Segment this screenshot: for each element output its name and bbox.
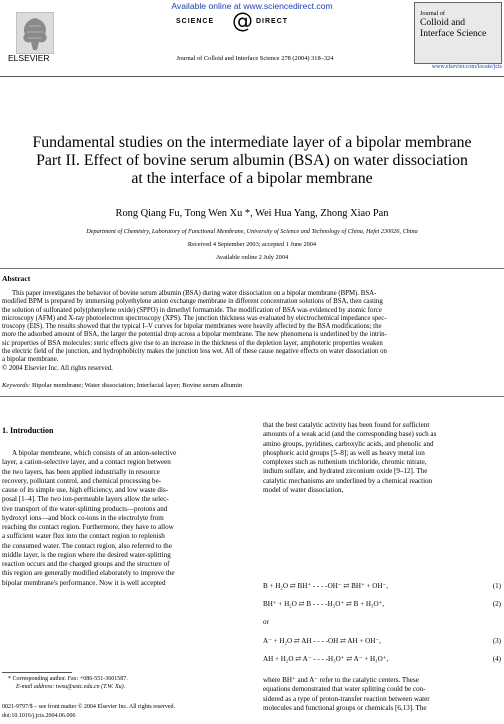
text-line: that the best catalytic activity has been found for sufficient <box>263 421 430 429</box>
text-line: posal [1–4]. The two ion-permeable layers allow the selec- <box>2 495 169 504</box>
section-heading-introduction: 1. Introduction <box>2 426 54 435</box>
text-line: sidered as a type of proton-transfer reaction between water <box>263 694 430 703</box>
equation-4 <box>263 655 503 664</box>
keywords-text: Bipolar membrane; Water dissociation; Interfacial layer; Bovine serum albumin <box>30 382 243 389</box>
equation-2 <box>263 600 503 609</box>
text-line: A bipolar membrane, which consists of an anion-selective <box>12 449 177 457</box>
abstract-line: a bipolar membrane. <box>2 356 59 364</box>
equation-number: (4) <box>492 655 501 663</box>
keywords <box>2 382 242 390</box>
equation-number: (3) <box>492 637 501 645</box>
sd-left-text: SCIENCE <box>176 18 215 25</box>
sciencedirect-logo[interactable] <box>170 9 330 34</box>
text-line: layer, a cation-selective layer, and a contact region between <box>2 458 171 467</box>
equation-text: A⁻ + H₂O ⇄ AH - - - -OH ⇄ AH + OH⁻, <box>263 637 381 645</box>
text-line: reaction occurs and the charged groups and the structure of <box>2 560 170 568</box>
text-line: recovery, pollutant control, and chemical processing be- <box>2 476 162 485</box>
intro-right-column-bottom <box>263 676 503 713</box>
abstract-line: This paper investigates the behavior of bovine serum albumin (BSA) during water dissociation on a bipolar membrane (BPM). BSA- <box>12 290 377 297</box>
at-sign-icon: @ <box>232 9 253 33</box>
footnote-rule <box>2 672 72 673</box>
journal-citation: Journal of Colloid and Interface Science 278 (2004) 318–324 <box>176 55 334 62</box>
text-line: equations demonstrated that water splitting could be con- <box>263 685 426 694</box>
authors: Rong Qiang Fu, Tong Wen Xu *, Wei Hua Yang, Zhong Xiao Pan <box>115 208 389 219</box>
equation-text: B + H₂O ⇄ BH⁺ - - - -OH⁻ ⇄ BH⁺ + OH⁻, <box>263 582 389 590</box>
text-line: amounts of a weak acid (and the corresponding base) such as <box>263 430 437 439</box>
equation-or <box>263 618 503 627</box>
abstract-line: modified BPM is prepared by immersing polyethylene anion exchange membrane in different concentration solutions of BSA, then casting <box>2 298 383 306</box>
affiliation: Department of Chemistry, Laboratory of Functional Membrane, University of Science and Technology of China, Hefei 230026, China <box>86 228 418 235</box>
text-line: molecules and functional groups or chemicals [6,13]. The <box>263 703 427 712</box>
elsevier-tree-logo <box>16 12 54 54</box>
abstract-line: the electric field of the junction, and hydrophobicity makes the junction less wet. All of these cause negative effects on water dissociation on <box>2 348 387 356</box>
intro-left-column <box>2 449 242 588</box>
text-line: hydroxyl ions—and block co-ions in the electrolyte from <box>2 513 164 522</box>
journal-url-link[interactable]: www.elsevier.com/locate/jcis <box>431 64 502 70</box>
text-line: the consumed water. The contact region, also referred to the <box>2 541 172 550</box>
text-line: amino groups, pyridines, carboxylic acids, and phenolic and <box>263 439 434 448</box>
equation-text: BH⁺ + H₂O ⇄ B - - - -H₃O⁺ ⇄ B + H₃O⁺, <box>263 600 385 608</box>
abstract-line: microscopy (AFM) and X-ray photoelectron spectroscopy (XPS). The junction thickness was evaluated by electrochemical impedance spec- <box>2 314 387 322</box>
available-online-date: Available online 2 July 2004 <box>215 254 289 261</box>
publisher-name: ELSEVIER <box>8 53 50 63</box>
footer-doi[interactable]: doi:10.1016/j.jcis.2004.06.006 <box>2 713 76 719</box>
equation-number: (1) <box>492 582 501 590</box>
text-line: tive transport of the water-splitting products—protons and <box>2 504 168 513</box>
text-line: this region are generally modified elaborately to improve the <box>2 569 175 578</box>
text-line: a sufficient water flux into the contact region to replenish <box>2 532 165 541</box>
title-line-2: Part II. Effect of bovine serum albumin (BSA) on water dissociation <box>36 152 468 169</box>
footnote-corresponding: * Corresponding author. Fax: +086-551-3601587. <box>8 676 128 682</box>
intro-right-column-top <box>263 421 503 495</box>
journal-line2: Colloid and <box>420 17 466 28</box>
text-line: middle layer, is the region where the desired water-splitting <box>2 550 171 559</box>
text-line: reaching the contact region. Furthermore, they have to allow <box>2 523 174 531</box>
abstract-line: the solution of sulfonated poly(phenylene oxide) (SPPO) in dimethyl formamide. The modification of BSA was evidenced by atomic force <box>2 306 382 314</box>
text-line: cause of its simple use, high efficiency, and low waste dis- <box>2 486 169 494</box>
journal-cover <box>414 2 502 64</box>
abstract-line: sic properties of BSA molecules: steric effects give rise to an increase in the thickness of the depletion layer, amphoteric properties weaken <box>2 339 383 347</box>
sd-right-text: DIRECT <box>256 18 289 25</box>
footnote-email[interactable]: E-mail address: twxu@ustc.edu.cn (T.W. Xu). <box>16 684 126 690</box>
abstract-heading: Abstract <box>2 274 31 283</box>
keywords-label: Keywords: <box>2 382 31 389</box>
journal-line1: Journal of <box>420 10 445 17</box>
abstract-line: troscopy (EIS). The results showed that the typical I–V curves for bipolar membranes were heavily affected by the BSA modifications; the <box>2 323 382 331</box>
text-line: the two layers, has been applied industrially in resource <box>2 467 160 476</box>
text-line: bipolar membrane's performance. Now it is well accepted <box>2 578 166 587</box>
abstract-bottom-rule <box>0 396 504 397</box>
available-online-link[interactable]: Available online at www.sciencedirect.com <box>171 1 333 11</box>
text-line: where BH⁺ and A⁻ refer to the catalytic centers. These <box>263 676 419 684</box>
header-rule <box>0 76 504 77</box>
text-line: indium sulfate, and hydrated zirconium oxide [9–12]. The <box>263 467 428 476</box>
equation-number: (2) <box>492 600 501 608</box>
text-line: phosphoric acid groups [5–8]; as well as heavy metal ion <box>263 448 425 457</box>
equation-1 <box>263 582 503 591</box>
abstract-body <box>2 290 502 373</box>
abstract-copyright: © 2004 Elsevier Inc. All rights reserved. <box>2 364 113 372</box>
received-dates: Received 4 September 2003; accepted 1 June 2004 <box>187 241 317 248</box>
or-word: or <box>263 618 269 626</box>
equation-3 <box>263 637 503 646</box>
abstract-top-rule <box>0 268 504 269</box>
journal-line3: Interface Science <box>420 28 487 39</box>
text-line: complexes such as ruthenium trichloride, chromic nitrate, <box>263 458 427 466</box>
text-line: model of water dissociation, <box>263 485 344 494</box>
equation-text: AH + H₂O ⇄ A⁻ - - - -H₃O⁺ ⇄ A⁻ + H₃O⁺, <box>263 655 389 663</box>
title-line-3: at the interface of a bipolar membrane <box>131 170 373 187</box>
abstract-line: more the adsorbed amount of BSA, the larger the potential drop across a bipolar membrane. The new phenomena is underlined by the intrin- <box>2 331 387 339</box>
title-line-1: Fundamental studies on the intermediate layer of a bipolar membrane <box>32 134 472 151</box>
text-line: catalytic mechanisms are underlined by a chemical reaction <box>263 476 433 485</box>
footer-front-matter: 0021-9797/$ – see front matter © 2004 Elsevier Inc. All rights reserved. <box>2 704 176 710</box>
